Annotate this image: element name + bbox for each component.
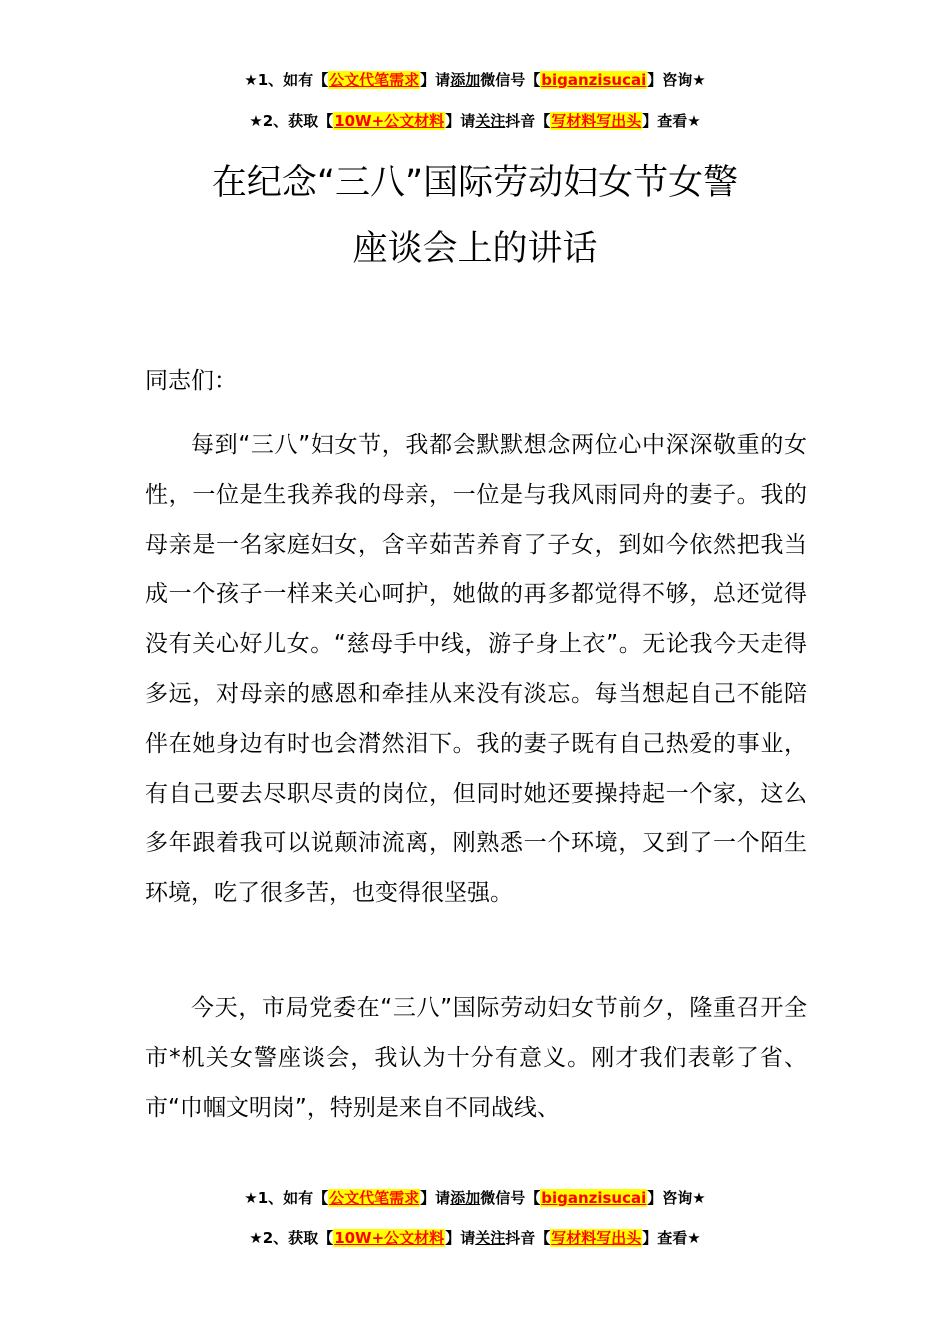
- promo-text: 】请: [420, 71, 451, 89]
- promo-text: 】请: [445, 112, 476, 130]
- promo-highlight-wechat-id: biganzisucai: [541, 1189, 647, 1207]
- footer-promo-line-2: [0, 1228, 950, 1248]
- body-paragraph-2: 今天，市局党委在“三八”国际劳动妇女节前夕，隆重召开全市*机关女警座谈会，我认为十分有意义。刚才我们表彰了省、市“巾帼文明岗”，特别是来自不同战线、: [145, 995, 807, 1121]
- promo-underlined-text: 关注: [475, 112, 506, 130]
- promo-highlight-materials: 10W+公文材料: [334, 1229, 445, 1247]
- promo-highlight-service: 公文代笔需求: [329, 71, 420, 89]
- header-promo-line-2: [0, 111, 950, 131]
- promo-highlight-service: 公文代笔需求: [329, 1189, 420, 1207]
- header-promo-line-1: [0, 70, 950, 90]
- promo-underlined-text: 添加: [450, 71, 481, 89]
- promo-text: 】请: [445, 1229, 476, 1247]
- promo-underlined-text: 添加: [450, 1189, 481, 1207]
- document-title-line-2: 座谈会上的讲话: [352, 229, 598, 269]
- promo-suffix: 】查看★: [642, 112, 701, 130]
- document-title-line-1: 在纪念“三八”国际劳动妇女节女警: [211, 163, 739, 203]
- promo-prefix: ★2、获取【: [249, 112, 334, 130]
- promo-prefix: ★1、如有【: [244, 71, 329, 89]
- promo-text: 微信号【: [480, 71, 541, 89]
- promo-highlight-materials: 10W+公文材料: [334, 112, 445, 130]
- promo-text: 抖音【: [505, 1229, 551, 1247]
- promo-text: 】请: [420, 1189, 451, 1207]
- promo-text: 微信号【: [480, 1189, 541, 1207]
- document-greeting: 同志们：: [145, 368, 237, 394]
- promo-prefix: ★2、获取【: [249, 1229, 334, 1247]
- promo-highlight-douyin: 写材料写出头: [551, 112, 642, 130]
- promo-highlight-wechat-id: biganzisucai: [541, 71, 647, 89]
- promo-suffix: 】咨询★: [647, 71, 706, 89]
- promo-suffix: 】查看★: [642, 1229, 701, 1247]
- promo-highlight-douyin: 写材料写出头: [551, 1229, 642, 1247]
- promo-text: 抖音【: [505, 112, 551, 130]
- promo-prefix: ★1、如有【: [244, 1189, 329, 1207]
- promo-suffix: 】咨询★: [647, 1189, 706, 1207]
- body-paragraph-1: 每到“三八”妇女节，我都会默默想念两位心中深深敬重的女性，一位是生我养我的母亲，一位是与我风雨同舟的妻子。我的母亲是一名家庭妇女，含辛茹苦养育了子女，到如今依然把我当成一个孩子一样来关心呵护，她做的再多都觉得不够，总还觉得没有关心好儿女。“慈母手中线，游子身上衣”。无论我今天走得多远，对母亲的感恩和牵挂从来没有淡忘。每当想起自己不能陪伴在她身边有时也会潸然泪下。我的妻子既有自己热爱的事业，有自己要去尽职尽责的岗位，但同时她还要操持起一个家，这么多年跟着我可以说颠沛流离，刚熟悉一个环境，又到了一个陌生环境，吃了很多苦，也变得很坚强。: [145, 432, 807, 907]
- footer-promo-line-1: [0, 1188, 950, 1208]
- promo-underlined-text: 关注: [475, 1229, 506, 1247]
